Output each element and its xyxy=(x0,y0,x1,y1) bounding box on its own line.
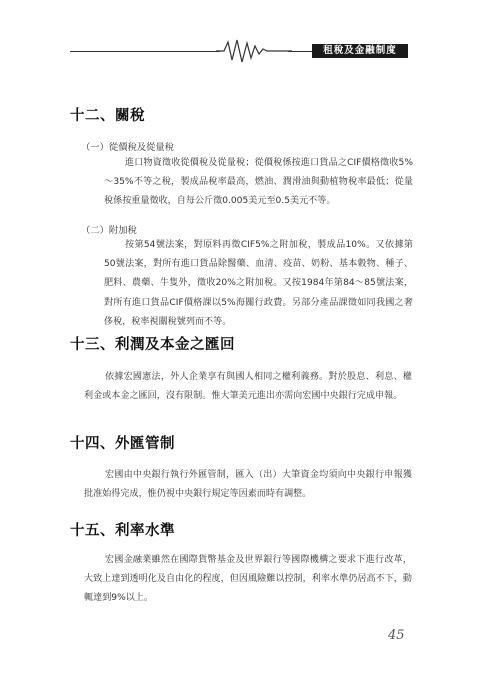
subsection-label-2: （二）附加稅 xyxy=(81,225,137,236)
section-heading-12: 十二、關稅 xyxy=(70,107,145,124)
page-number: 45 xyxy=(388,628,405,643)
section-heading-15: 十五、利率水準 xyxy=(70,522,175,539)
subsection-label-1: （一）從價稅及從量稅 xyxy=(81,142,174,153)
subsection-text-2: 按第54號法案，對原料再徵CIF5%之附加稅，製成品10%。又依據第50號法案，對所有進口貨品除醫藥、血清、疫苗、奶粉、基本穀物、種子、肥料、農藥、牛隻外，徵收20%之附加稅。又按1984年第84～85號法案，對所有進口貨品CIF價格課以5%海關行政費。另部分產品課徵如同我國之奢侈稅，稅率視關稅號列而不等。 xyxy=(104,240,413,327)
header-title: 租稅及金融制度 xyxy=(312,44,408,58)
section-text-13: 依據宏國憲法，外人企業享有與國人相同之權利義務。對於股息、利息、權利金或本金之匯回，沒有限制。惟大筆美元進出亦需向宏國中央銀行完成申報。 xyxy=(84,372,412,402)
section-text-15: 宏國金融業雖然在國際貨幣基金及世界銀行等國際機構之要求下進行改革，大致上達到透明化及自由化的程度，但因風險難以控制，利率水準仍居高不下，動輒達到9%以上。 xyxy=(84,555,412,604)
section-heading-14: 十四、外匯管制 xyxy=(70,435,175,452)
section-heading-13: 十三、利潤及本金之匯回 xyxy=(70,336,235,353)
section-text-14: 宏國由中央銀行執行外匯管制，匯入（出）大筆資金均須向中央銀行申報獲批准始得完成，惟仍視中央銀行規定等因素而時有調整。 xyxy=(84,470,412,500)
heartbeat-wave-icon xyxy=(216,37,292,65)
header-rule-left xyxy=(70,51,220,52)
subsection-text-1: 進口物資徵收從價稅及從量稅；從價稅係按進口貨品之CIF價格徵收5%～35%不等之稅，製成品稅率最高，燃油、潤滑油與動植物稅率最低；從量稅係按重量徵收，自每公斤徵0.005美元至0.5美元不等。 xyxy=(104,158,413,207)
